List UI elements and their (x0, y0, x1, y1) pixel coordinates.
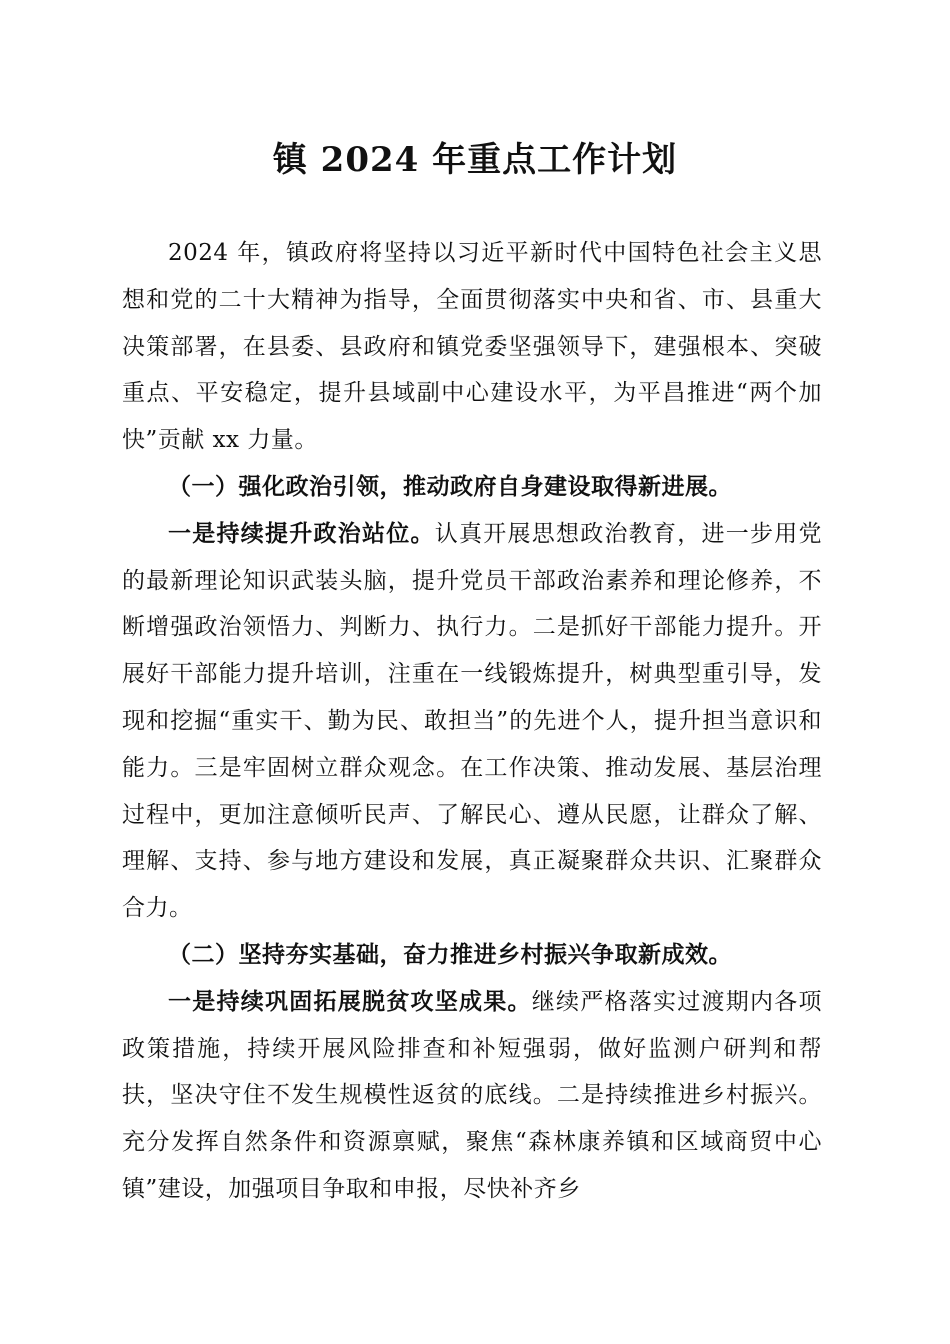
document-body (122, 230, 822, 1213)
section-text-1: 认真开展思想政治教育，进一步用党的最新理论知识武装头脑，提升党员干部政治素养和理论修养，不断增强政治领悟力、判断力、执行力。二是抓好干部能力提升。开展好干部能力提升培训，注重在一线锻炼提升，树典型重引导，发现和挖掘“重实干、勤为民、敢担当”的先进个人，提升担当意识和能力。三是牢固树立群众观念。在工作决策、推动发展、基层治理过程中，更加注意倾听民声、了解民心、遵从民愿，让群众了解、理解、支持、参与地方建设和发展，真正凝聚群众共识、汇聚群众合力。 (122, 520, 822, 922)
section-paragraph-1 (122, 511, 822, 932)
section-heading-1: （一）强化政治引领，推动政府自身建设取得新进展。 (168, 472, 732, 500)
section-paragraph-2 (122, 979, 822, 1213)
document-title: 镇 2024 年重点工作计划 (272, 140, 678, 180)
intro-paragraph: 2024 年，镇政府将坚持以习近平新时代中国特色社会主义思想和党的二十大精神为指导，全面贯彻落实中央和省、市、县重大决策部署，在县委、县政府和镇党委坚强领导下，建强根本、突破重点、平安稳定，提升县域副中心建设水平，为平昌推进“两个加快”贡献 xx 力量。 (122, 240, 822, 454)
section-heading-2: （二）坚持夯实基础，奋力推进乡村振兴争取新成效。 (168, 940, 732, 968)
section-lead-2: 一是持续巩固拓展脱贫攻坚成果。 (168, 987, 532, 1015)
section-lead-1: 一是持续提升政治站位。 (168, 519, 435, 547)
section-text-2: 继续严格落实过渡期内各项政策措施，持续开展风险排查和补短强弱，做好监测户研判和帮扶，坚决守住不发生规模性返贫的底线。二是持续推进乡村振兴。充分发挥自然条件和资源禀赋，聚焦“森林康养镇和区域商贸中心镇”建设，加强项目争取和申报，尽快补齐乡 (122, 988, 822, 1202)
